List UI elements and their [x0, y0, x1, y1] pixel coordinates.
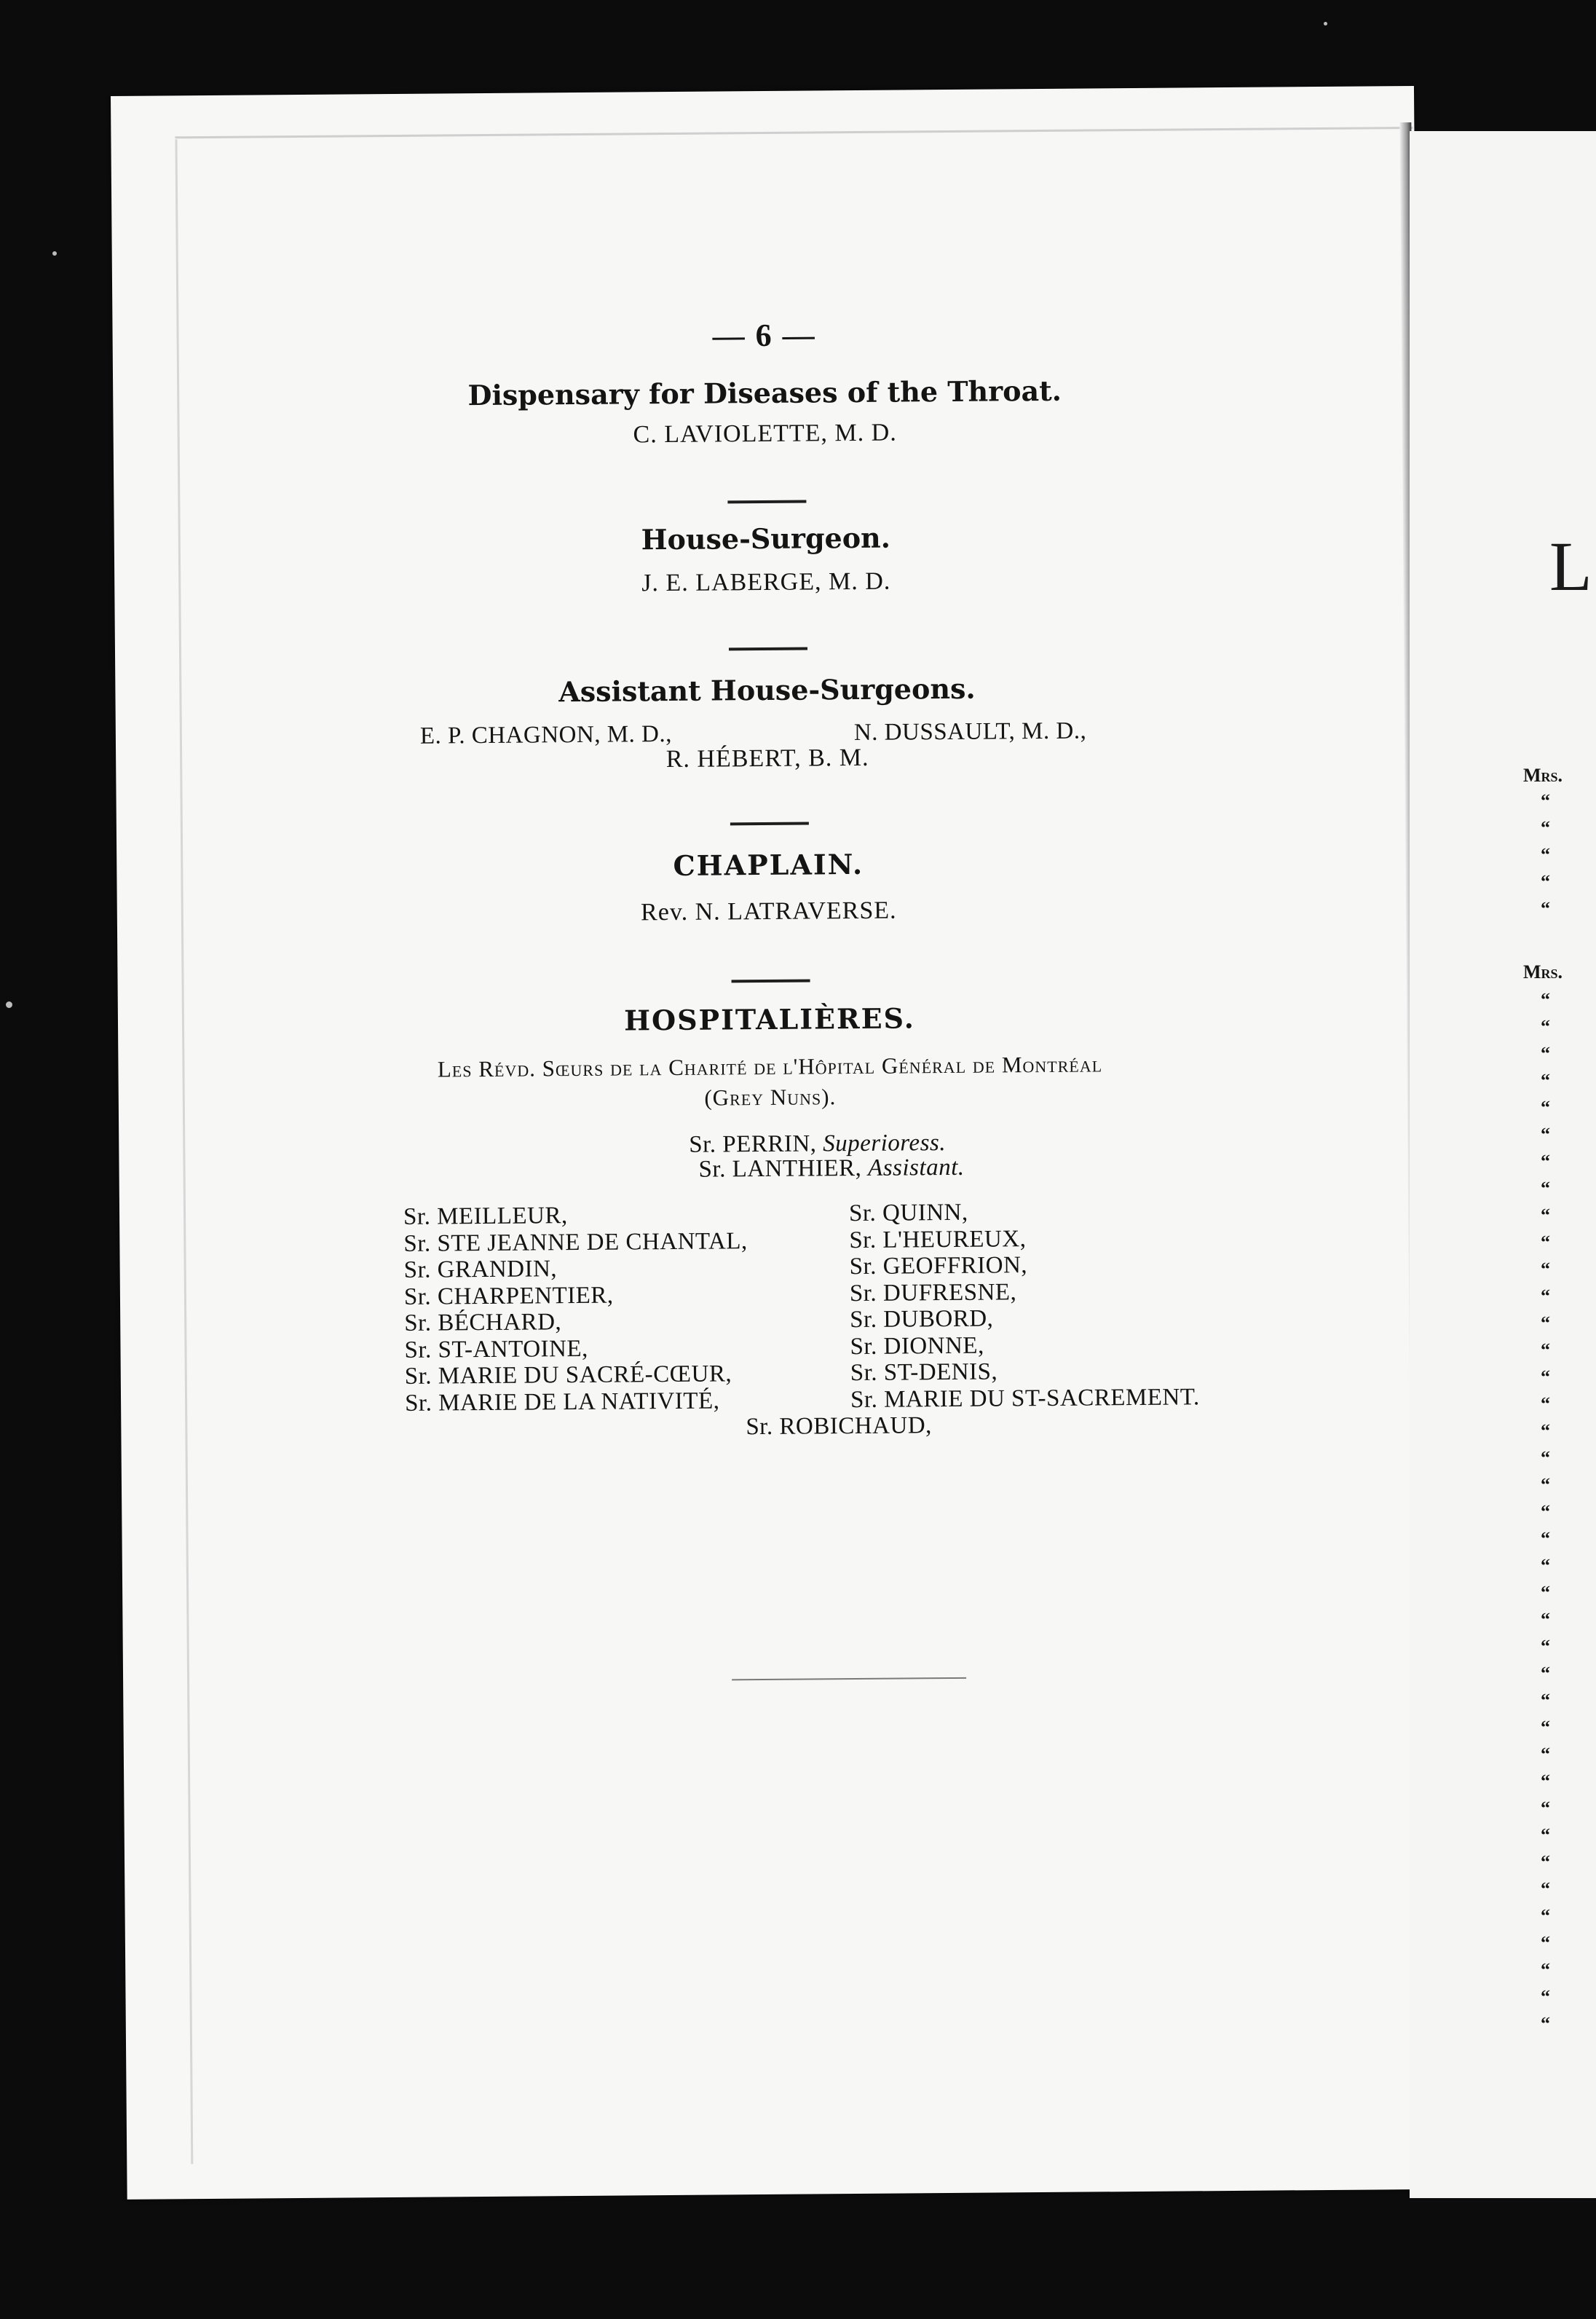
sister-entry: Sr. GEOFFRION, [849, 1252, 1028, 1280]
superioress-name: Sr. PERRIN, [689, 1130, 817, 1158]
ditto-mark: “ [1541, 1528, 1550, 1549]
ditto-mark: “ [1541, 1690, 1550, 1711]
ditto-mark: “ [1541, 1878, 1550, 1899]
sister-entry: Sr. DUFRESNE, [849, 1278, 1017, 1307]
house-surgeon-heading: House-Surgeon. [641, 521, 891, 556]
ditto-mark: “ [1541, 1663, 1550, 1684]
ditto-mark: “ [1541, 1501, 1550, 1522]
sisters-column-right [849, 1197, 1200, 1413]
ditto-mark: “ [1541, 844, 1550, 865]
ditto-mark: “ [1541, 1609, 1550, 1630]
ditto-mark: “ [1541, 1097, 1550, 1118]
superioress-line [689, 1130, 946, 1158]
ditto-mark: “ [1541, 1205, 1550, 1226]
sister-entry: Sr. DIONNE, [850, 1332, 984, 1360]
section-rule [727, 500, 806, 504]
sister-entry: Sr. L'HEUREUX, [849, 1225, 1027, 1253]
ditto-mark: “ [1541, 1744, 1550, 1765]
ditto-mark: “ [1541, 871, 1550, 892]
sister-entry-last: Sr. ROBICHAUD, [746, 1412, 932, 1441]
section-rule [729, 647, 807, 651]
ditto-mark: “ [1541, 1232, 1550, 1253]
ditto-mark: “ [1541, 1986, 1550, 2007]
ditto-mark: “ [1541, 1178, 1550, 1199]
ditto-mark: “ [1541, 1312, 1550, 1334]
chaplain-name: Rev. N. LATRAVERSE. [640, 897, 897, 926]
ditto-mark: “ [1541, 1824, 1550, 1846]
order-name-line: Les Révd. Sœurs de la Charité de l'Hôpital Général de Montréal [437, 1051, 1103, 1082]
ditto-mark: “ [1541, 1959, 1550, 1980]
ditto-mark: “ [1541, 1259, 1550, 1280]
right-page-label: Mrs. [1523, 961, 1563, 983]
sister-entry: Sr. BÉCHARD, [404, 1309, 562, 1336]
sister-entry: Sr. MEILLEUR, [403, 1202, 568, 1230]
right-page [1410, 131, 1596, 2198]
sister-entry: Sr. ST-DENIS, [850, 1358, 998, 1387]
house-surgeon-name: J. E. LABERGE, M. D. [641, 567, 891, 597]
right-page-initial: L [1549, 527, 1592, 605]
ditto-mark: “ [1541, 1905, 1550, 1926]
ditto-mark: “ [1541, 817, 1550, 838]
end-rule [732, 1677, 966, 1681]
ditto-mark: “ [1541, 1447, 1550, 1468]
assistant-surgeon-dussault: N. DUSSAULT, M. D., [853, 717, 1087, 747]
ditto-mark: “ [1541, 2013, 1550, 2034]
ditto-mark: “ [1541, 1717, 1550, 1738]
ditto-mark: “ [1541, 1366, 1550, 1387]
page-number: — 6 — [712, 317, 816, 354]
assistant-name: Sr. LANTHIER, [698, 1154, 862, 1183]
ditto-mark: “ [1541, 1043, 1550, 1064]
assistant-surgeons-heading: Assistant House-Surgeons. [558, 672, 976, 709]
sister-entry: Sr. CHARPENTIER, [403, 1282, 614, 1310]
throat-physician: C. LAVIOLETTE, M. D. [633, 419, 897, 449]
right-page-label: Mrs. [1523, 765, 1563, 786]
sisters-column-left [403, 1201, 749, 1417]
ditto-mark: “ [1541, 1016, 1550, 1037]
dust-speck [1324, 22, 1327, 25]
superioress-role: Superioress. [823, 1130, 947, 1157]
ditto-mark: “ [1541, 1798, 1550, 1819]
ditto-mark: “ [1541, 1393, 1550, 1414]
ditto-mark: “ [1541, 1339, 1550, 1361]
sister-entry: Sr. MARIE DU ST-SACREMENT. [850, 1383, 1200, 1413]
ditto-mark: “ [1541, 1070, 1550, 1091]
sister-entry: Sr. ST-ANTOINE, [404, 1335, 588, 1363]
ditto-mark: “ [1541, 1286, 1550, 1307]
sister-entry: Sr. MARIE DE LA NATIVITÉ, [404, 1387, 720, 1417]
ditto-mark: “ [1541, 1771, 1550, 1792]
ditto-mark: “ [1541, 1636, 1550, 1657]
sister-entry: Sr. MARIE DU SACRÉ-CŒUR, [404, 1361, 732, 1390]
left-page [111, 86, 1431, 2200]
page-edge [175, 127, 1413, 138]
page-text [111, 86, 1414, 1441]
ditto-mark: “ [1541, 1932, 1550, 1953]
section-rule [730, 822, 809, 826]
sister-entry: Sr. GRANDIN, [403, 1256, 558, 1283]
ditto-mark: “ [1541, 790, 1550, 811]
sister-entry: Sr. QUINN, [848, 1199, 968, 1227]
ditto-mark: “ [1541, 1582, 1550, 1603]
assistant-line [698, 1154, 964, 1183]
ditto-mark: “ [1541, 1420, 1550, 1441]
assistant-role: Assistant. [867, 1154, 965, 1181]
sister-entry: Sr. STE JEANNE DE CHANTAL, [403, 1227, 748, 1257]
ditto-mark: “ [1541, 1124, 1550, 1145]
order-name-grey-nuns: (Grey Nuns). [704, 1084, 837, 1111]
throat-heading: Dispensary for Diseases of the Throat. [467, 374, 1062, 412]
sister-entry: Sr. DUBORD, [850, 1305, 994, 1334]
assistant-surgeon-chagnon: E. P. CHAGNON, M. D., [419, 720, 673, 749]
dust-speck [6, 1001, 12, 1008]
ditto-mark: “ [1541, 1555, 1550, 1576]
ditto-mark: “ [1541, 1851, 1550, 1873]
ditto-mark: “ [1541, 898, 1550, 919]
assistant-surgeon-hebert: R. HÉBERT, B. M. [665, 744, 869, 773]
hospitalieres-heading: HOSPITALIÈRES. [623, 1001, 916, 1037]
ditto-mark: “ [1541, 989, 1550, 1010]
ditto-mark: “ [1541, 1474, 1550, 1495]
section-rule [732, 979, 810, 983]
ditto-mark: “ [1541, 1151, 1550, 1172]
chaplain-heading: CHAPLAIN. [673, 847, 864, 882]
dust-speck [52, 251, 57, 256]
